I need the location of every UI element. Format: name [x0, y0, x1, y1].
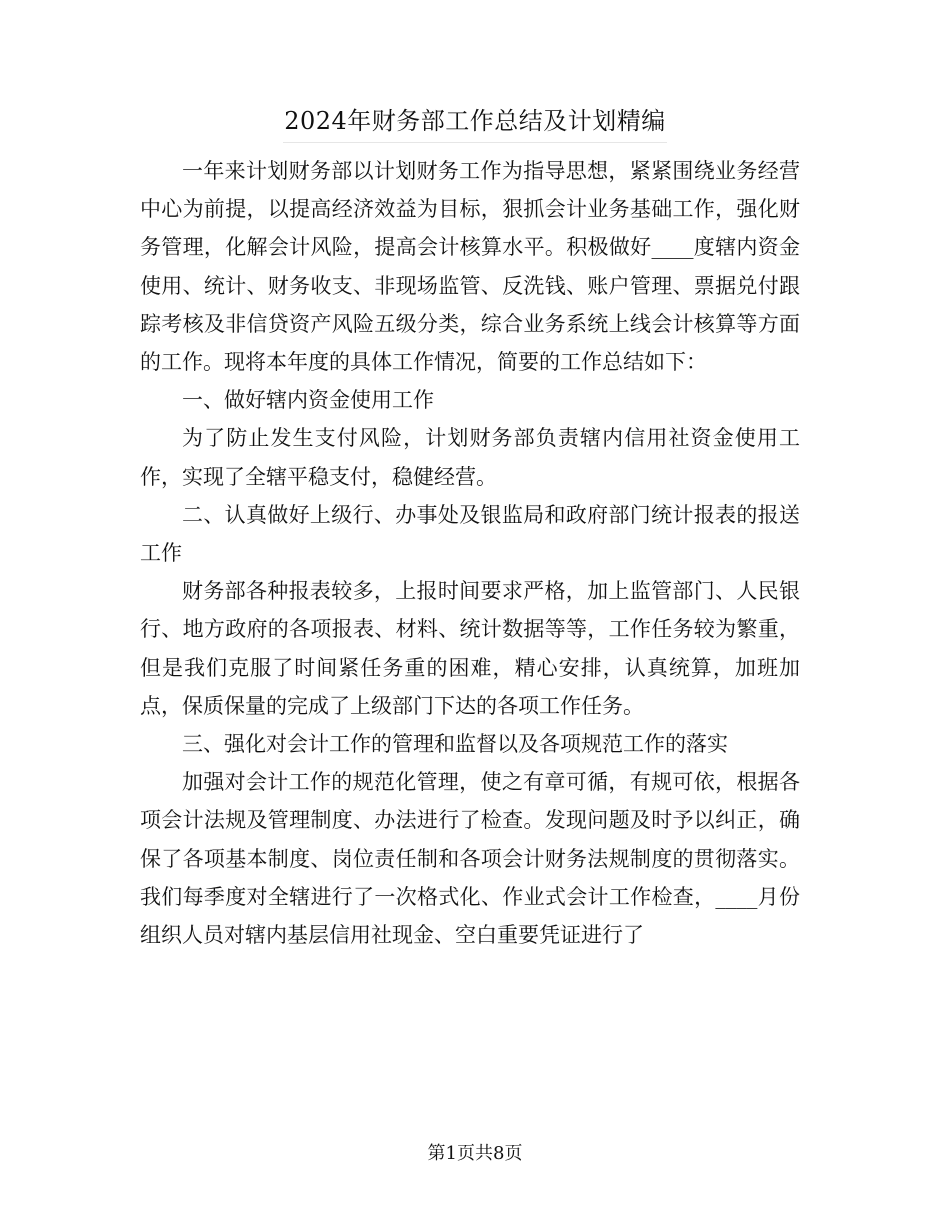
paragraph-section-3: 加强对会计工作的规范化管理，使之有章可循，有规可依，根据各项会计法规及管理制度、办法进行了检查。发现问题及时予以纠正，确保了各项基本制度、岗位责任制和各项会计财务法规制度的贯彻落实。我们每季度对全辖进行了一次格式化、作业式会计工作检查，____月份组织人员对辖内基层信用社现金、空白重要凭证进行了	[140, 770, 800, 948]
page-number-footer: 第1页共8页	[427, 1143, 523, 1164]
paragraph-section-2: 财务部各种报表较多，上报时间要求严格，加上监管部门、人民银行、地方政府的各项报表、材料、统计数据等等，工作任务较为繁重，但是我们克服了时间紧任务重的困难，精心安排，认真统算，加班加点，保质保量的完成了上级部门下达的各项工作任务。	[140, 579, 800, 718]
section-heading-3: 三、强化对会计工作的管理和监督以及各项规范工作的落实	[182, 732, 728, 757]
document-body	[140, 152, 800, 954]
title-underline	[283, 142, 667, 143]
section-heading-2: 二、认真做好上级行、办事处及银监局和政府部门统计报表的报送工作	[140, 502, 800, 566]
paragraph-intro: 一年来计划财务部以计划财务工作为指导思想，紧紧围绕业务经营中心为前提，以提高经济效益为目标，狠抓会计业务基础工作，强化财务管理，化解会计风险，提高会计核算水平。积极做好____度辖内资金使用、统计、财务收支、非现场监管、反洗钱、账户管理、票据兑付跟踪考核及非信贷资产风险五级分类，综合业务系统上线会计核算等方面的工作。现将本年度的具体工作情况，简要的工作总结如下：	[140, 159, 800, 375]
paragraph-section-1: 为了防止发生支付风险，计划财务部负责辖内信用社资金使用工作，实现了全辖平稳支付，稳健经营。	[140, 426, 800, 489]
section-heading-1: 一、做好辖内资金使用工作	[182, 388, 434, 413]
document-title: 2024年财务部工作总结及计划精编	[284, 107, 666, 135]
